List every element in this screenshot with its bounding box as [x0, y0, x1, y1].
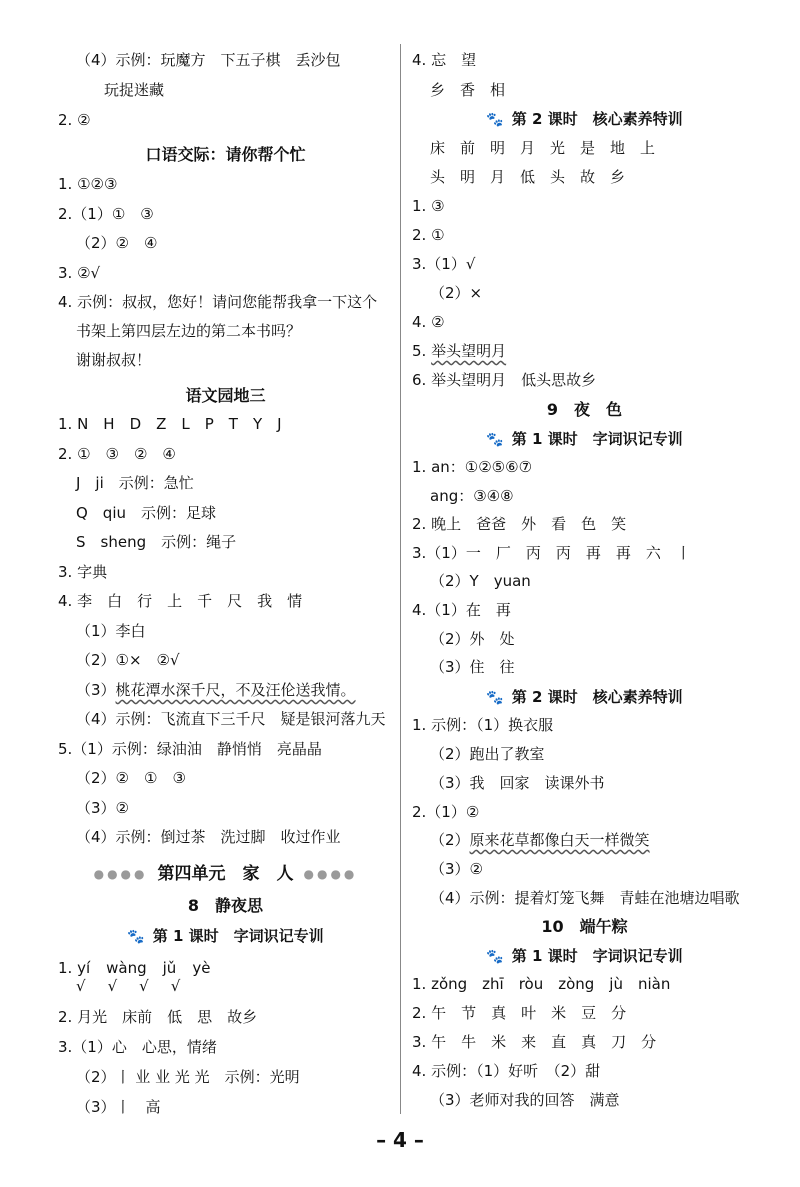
- lesson-subheading-text: 第 2 课时 核心素养特训: [511, 110, 683, 128]
- answer-line: （2）跑出了教室: [430, 745, 545, 763]
- answer-line: 谢谢叔叔！: [76, 351, 152, 369]
- answer-line: 2. 午 节 真 叶 米 豆 分: [412, 1004, 627, 1022]
- answer-line: 2.（1）① ③: [58, 205, 154, 223]
- answer-line: 4. ②: [412, 313, 445, 331]
- answer-line: （4）示例：提着灯笼飞舞 青蛙在池塘边唱歌: [430, 889, 740, 907]
- lesson-subheading-text: 第 1 课时 字词识记专训: [511, 430, 683, 448]
- answer-line: （2）外 处: [430, 630, 515, 648]
- page-number: – 4 –: [376, 1128, 424, 1152]
- section-heading-garden: 语文园地三: [185, 386, 266, 405]
- lesson-subheading-text: 第 2 课时 核心素养特训: [511, 688, 683, 706]
- answer-line: 3. ②√: [58, 264, 101, 282]
- answer-line: 4. 示例：叔叔，您好！请问您能帮我拿一下这个: [58, 293, 378, 311]
- tick-mark: √: [76, 977, 86, 995]
- lesson-title-8: 8 静夜思: [187, 896, 264, 915]
- answer-line: 1. 示例：（1）换衣服: [412, 716, 554, 734]
- answer-line: 书架上第四层左边的第二本书吗？: [76, 322, 302, 340]
- answer-line: 床 前 明 月 光 是 地 上: [430, 139, 656, 157]
- answer-line: 3.（1）一 厂 丙 丙 再 再 六 丨: [412, 544, 691, 562]
- unit-title-text: 第四单元 家 人: [157, 864, 294, 884]
- answer-line: 1. an：①②⑤⑥⑦: [412, 458, 533, 476]
- answer-line: 2. ②: [58, 111, 91, 129]
- answer-prefix: （2）: [430, 831, 470, 849]
- answer-prefix: 5.: [412, 342, 432, 360]
- underlined-answer: 桃花潭水深千尺，不及汪伦送我情。: [115, 681, 356, 699]
- lesson-subheading: [412, 109, 757, 129]
- paw-icon: 🐾: [486, 949, 504, 965]
- answer-line: 3.（1）心 心思，情绪: [58, 1038, 217, 1056]
- tick-mark: √: [107, 977, 118, 995]
- lesson-title-10: 10 端午粽: [541, 917, 628, 936]
- answer-line: 2. ① ③ ② ④: [58, 445, 176, 463]
- answer-line: 4. 李 白 行 上 千 尺 我 情: [58, 592, 303, 610]
- answer-line: [430, 830, 650, 850]
- pinyin: wàng: [106, 959, 147, 977]
- answer-line: （4）示例：倒过茶 洗过脚 收过作业: [76, 828, 341, 846]
- pinyin: yí: [77, 959, 91, 977]
- answer-line: （3）住 往: [430, 658, 515, 676]
- dots-decoration: ●●●●: [93, 867, 148, 881]
- answer-line: 4. 示例：（1）好听 （2）甜: [412, 1062, 601, 1080]
- paw-icon: 🐾: [486, 432, 504, 448]
- paw-icon: 🐾: [127, 929, 145, 945]
- answer-line: 3. 字典: [58, 563, 108, 581]
- pinyin-row: 1. yí wàng jǔ yè: [58, 959, 211, 977]
- unit-title: [58, 864, 393, 884]
- lesson-subheading-text: 第 1 课时 字词识记专训: [152, 927, 324, 945]
- lesson-subheading-text: 第 1 课时 字词识记专训: [511, 947, 683, 965]
- answer-line: 1. N H D Z L P T Y J: [58, 415, 282, 433]
- underlined-answer: 原来花草都像白天一样微笑: [469, 831, 650, 849]
- answer-line: （2）② ④: [76, 234, 158, 252]
- pinyin: jǔ: [162, 959, 177, 977]
- answer-line: （2）×: [430, 284, 483, 302]
- answer-line: （2）①× ②√: [76, 651, 180, 669]
- answer-line: （2）Y yuan: [430, 572, 531, 590]
- answer-line: （3）丨 高: [76, 1098, 161, 1116]
- answer-line: （1）李白: [76, 622, 146, 640]
- answer-line: 乡 香 相: [430, 81, 506, 99]
- answer-line: 玩捉迷藏: [104, 81, 165, 99]
- lesson-subheading: [58, 926, 393, 946]
- answer-line: 1. zǒng zhī ròu zòng jù niàn: [412, 975, 671, 993]
- tick-row: [76, 976, 202, 996]
- pinyin: yè: [192, 959, 211, 977]
- answer-line: 5.（1）示例：绿油油 静悄悄 亮晶晶: [58, 740, 322, 758]
- lesson-title-9: 9 夜 色: [546, 400, 623, 419]
- tick-mark: √: [170, 977, 181, 995]
- answer-line: 2. 月光 床前 低 思 故乡: [58, 1008, 258, 1026]
- answer-line: （2）② ① ③: [76, 769, 186, 787]
- answer-line: ang：③④⑧: [430, 487, 514, 505]
- answer-line: [412, 341, 506, 361]
- section-heading-oral: 口语交际：请你帮个忙: [145, 145, 306, 164]
- answer-line: （3）我 回家 读课外书: [430, 774, 605, 792]
- answer-line: 2. ①: [412, 226, 445, 244]
- lesson-subheading: [412, 687, 757, 707]
- answer-line: S sheng 示例：绳子: [76, 533, 237, 551]
- paw-icon: 🐾: [486, 112, 504, 128]
- answer-line: 头 明 月 低 头 故 乡: [430, 168, 626, 186]
- answer-line: （4）示例：玩魔方 下五子棋 丢沙包: [76, 51, 341, 69]
- answer-line: 4.（1）在 再: [412, 601, 511, 619]
- answer-line: （2）丨 业 业 光 光 示例：光明: [76, 1068, 300, 1086]
- answer-line: （3）②: [430, 860, 483, 878]
- answer-line: Q qiu 示例：足球: [76, 504, 217, 522]
- answer-line: （4）示例：飞流直下三千尺 疑是银河落九天: [76, 710, 386, 728]
- answer-line: 3.（1）√: [412, 255, 476, 273]
- answer-line: 2.（1）②: [412, 803, 480, 821]
- answer-line: 4. 忘 望: [412, 51, 477, 69]
- paw-icon: 🐾: [486, 690, 504, 706]
- answer-prefix: （3）: [76, 681, 116, 699]
- answer-line: [76, 680, 356, 700]
- answer-line: 1. ①②③: [58, 175, 118, 193]
- answer-line: （3）老师对我的回答 满意: [430, 1091, 620, 1109]
- answer-line: 2. 晚上 爸爸 外 看 色 笑: [412, 515, 627, 533]
- lesson-subheading: [412, 946, 757, 966]
- underlined-answer: 举头望明月: [431, 342, 507, 360]
- answer-line: J ji 示例：急忙: [76, 474, 194, 492]
- lesson-subheading: [412, 429, 757, 449]
- answer-line: 6. 举头望明月 低头思故乡: [412, 371, 597, 389]
- answer-line: 3. 午 牛 米 来 直 真 刀 分: [412, 1033, 657, 1051]
- dots-decoration: ●●●●: [303, 867, 358, 881]
- answer-line: （3）②: [76, 799, 129, 817]
- tick-mark: √: [139, 977, 149, 995]
- answer-line: 1. ③: [412, 197, 445, 215]
- column-divider: [400, 44, 401, 1114]
